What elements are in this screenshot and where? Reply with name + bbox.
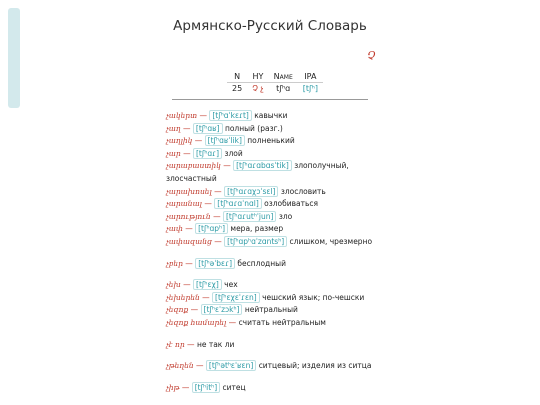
entry-ipa: [tʃʰɑɾɑχɔˈsɛl] <box>224 186 278 197</box>
entry-headword[interactable]: չբեր <box>166 258 183 268</box>
entry-dash: — <box>199 292 213 302</box>
dictionary-entry <box>166 236 378 249</box>
entry-dash: — <box>188 305 201 315</box>
entry-translation: считать нейтральным <box>238 317 326 327</box>
entry-translation: злословить <box>280 186 326 196</box>
entry-translation: не так ли <box>196 339 235 349</box>
entry-translation: полный (разг.) <box>224 123 283 133</box>
entry-ipa: [tʃʰɑˈkɛɾt] <box>209 110 251 121</box>
entry-dash: — <box>211 236 225 246</box>
col-header-hy: HY <box>247 71 268 83</box>
dictionary-entry <box>166 292 378 305</box>
entry-dash: — <box>180 280 194 290</box>
entry-dash: — <box>197 111 210 120</box>
entry-translation: ситец <box>222 382 246 392</box>
entry-ipa: [tʃʰɑpʰ] <box>195 223 228 234</box>
dictionary-entry <box>166 223 378 236</box>
entry-headword[interactable]: չաղ <box>166 123 181 133</box>
entry-dash: — <box>211 186 225 196</box>
entry-translation: бесплодный <box>237 258 286 268</box>
entry-headword[interactable]: չեխ <box>166 280 181 290</box>
entry-translation: зло <box>278 211 293 221</box>
entry-translation: чех <box>224 280 238 290</box>
entry-ipa: [tʃʰɑɾɑbɑsˈtik] <box>233 160 292 171</box>
section-letter: Չ <box>367 49 376 62</box>
letter-name: tʃʰɑ <box>276 84 291 93</box>
entry-dash: — <box>182 224 196 234</box>
entry-headword[interactable]: չակերտ <box>166 111 198 120</box>
entry-ipa: [tʃʰɑɾɑˈnɑl] <box>214 198 262 209</box>
entry-translation: кавычки <box>254 111 288 120</box>
dictionary-entry <box>166 304 378 317</box>
entry-ipa: [tʃʰɑʁ] <box>193 123 223 134</box>
entry-ipa: [tʃʰɑpʰɑˈzɑntsʰ] <box>224 236 287 247</box>
dictionary-entry <box>166 135 378 148</box>
dictionary-entry <box>166 148 378 161</box>
entry-translation: слишком, чрезмерно <box>289 236 373 246</box>
entry-dash: — <box>184 339 197 349</box>
dictionary-entry <box>166 198 378 211</box>
entry-translation: нейтральный <box>244 305 298 315</box>
group-spacer <box>166 351 378 360</box>
page-title: Армянско-Русский Словарь <box>173 18 367 34</box>
entry-dash: — <box>179 382 192 392</box>
group-spacer <box>166 373 378 382</box>
col-header-n: N <box>227 71 247 83</box>
col-header-ipa: IPA <box>298 71 323 83</box>
entry-headword[interactable]: չեզոք համարել <box>166 317 227 327</box>
entry-dash: — <box>180 148 193 158</box>
letter-info-table <box>227 71 323 94</box>
entry-dash: — <box>201 199 215 209</box>
entry-translation: злой <box>224 148 243 158</box>
entry-dash: — <box>180 123 193 133</box>
dictionary-entry <box>166 123 378 136</box>
dictionary-entry <box>166 317 378 330</box>
entry-headword[interactable]: չարաբաստիկ <box>166 161 221 171</box>
dictionary-entry <box>166 279 378 292</box>
entry-headword[interactable]: չարություն <box>166 211 211 221</box>
dictionary-entry <box>166 360 378 373</box>
entry-headword[interactable]: չաղլիկ <box>166 136 193 146</box>
group-spacer <box>166 330 378 339</box>
entry-headword[interactable]: չթեղեն <box>166 361 194 371</box>
entry-translation: озлобиваться <box>264 199 319 209</box>
entry-headword[interactable]: չիթ <box>166 382 180 392</box>
entry-dash: — <box>192 136 205 146</box>
entry-headword[interactable]: չափ <box>166 224 183 234</box>
entry-ipa: [tʃʰɛχɛˈɾɛn] <box>212 292 260 303</box>
dictionary-entry <box>166 339 378 352</box>
entry-headword[interactable]: չեզոք <box>166 305 189 315</box>
dictionary-entry <box>166 382 378 395</box>
group-spacer <box>166 249 378 258</box>
entry-headword[interactable]: չար <box>166 148 181 158</box>
entry-ipa: [tʃʰɛˈzɔkʰ] <box>201 304 243 315</box>
entry-dash: — <box>210 211 223 221</box>
group-spacer <box>166 270 378 279</box>
entry-ipa: [tʃʰətʰɛˈʁɛn] <box>206 360 256 371</box>
entry-dash: — <box>182 258 196 268</box>
entry-headword[interactable]: չարախոսել <box>166 186 212 196</box>
entry-headword[interactable]: չափազանց <box>166 236 212 246</box>
entry-dash: — <box>220 161 234 171</box>
entry-headword[interactable]: չարանալ <box>166 199 202 209</box>
entry-translation: чешский язык; по-чешски <box>262 292 365 302</box>
entry-translation: полненький <box>247 136 295 146</box>
entry-list <box>166 110 378 394</box>
dictionary-entry <box>166 110 378 123</box>
entry-ipa: [tʃʰitʰ] <box>192 382 220 393</box>
entry-ipa: [tʃʰɑɾutʰˈjun] <box>223 211 276 222</box>
entry-dash: — <box>193 361 206 371</box>
divider <box>172 99 368 100</box>
col-header-name: Name <box>269 71 298 83</box>
letter-ipa: [tʃʰ] <box>302 84 319 93</box>
dictionary-entry <box>166 160 378 185</box>
entry-headword[interactable]: չեխերեն <box>166 292 200 302</box>
dictionary-entry <box>166 186 378 199</box>
entry-translation: ситцевый; изделия из ситца <box>258 361 372 371</box>
entry-translation: мера, размер <box>230 224 284 234</box>
entry-headword[interactable]: չէ որ <box>166 339 185 349</box>
entry-ipa: [tʃʰɑʁˈlik] <box>205 135 245 146</box>
dictionary-entry <box>166 211 378 224</box>
letter-forms: Չ չ <box>252 84 264 93</box>
entry-translation: злополучный, злосчастный <box>166 161 349 183</box>
entry-ipa: [tʃʰɑɾ] <box>193 148 222 159</box>
dictionary-entry <box>166 258 378 271</box>
entry-dash: — <box>226 317 239 327</box>
entry-ipa: [tʃʰɛχ] <box>193 279 222 290</box>
letter-number: 25 <box>232 84 243 93</box>
entry-ipa: [tʃʰəˈbɛɾ] <box>195 258 235 269</box>
